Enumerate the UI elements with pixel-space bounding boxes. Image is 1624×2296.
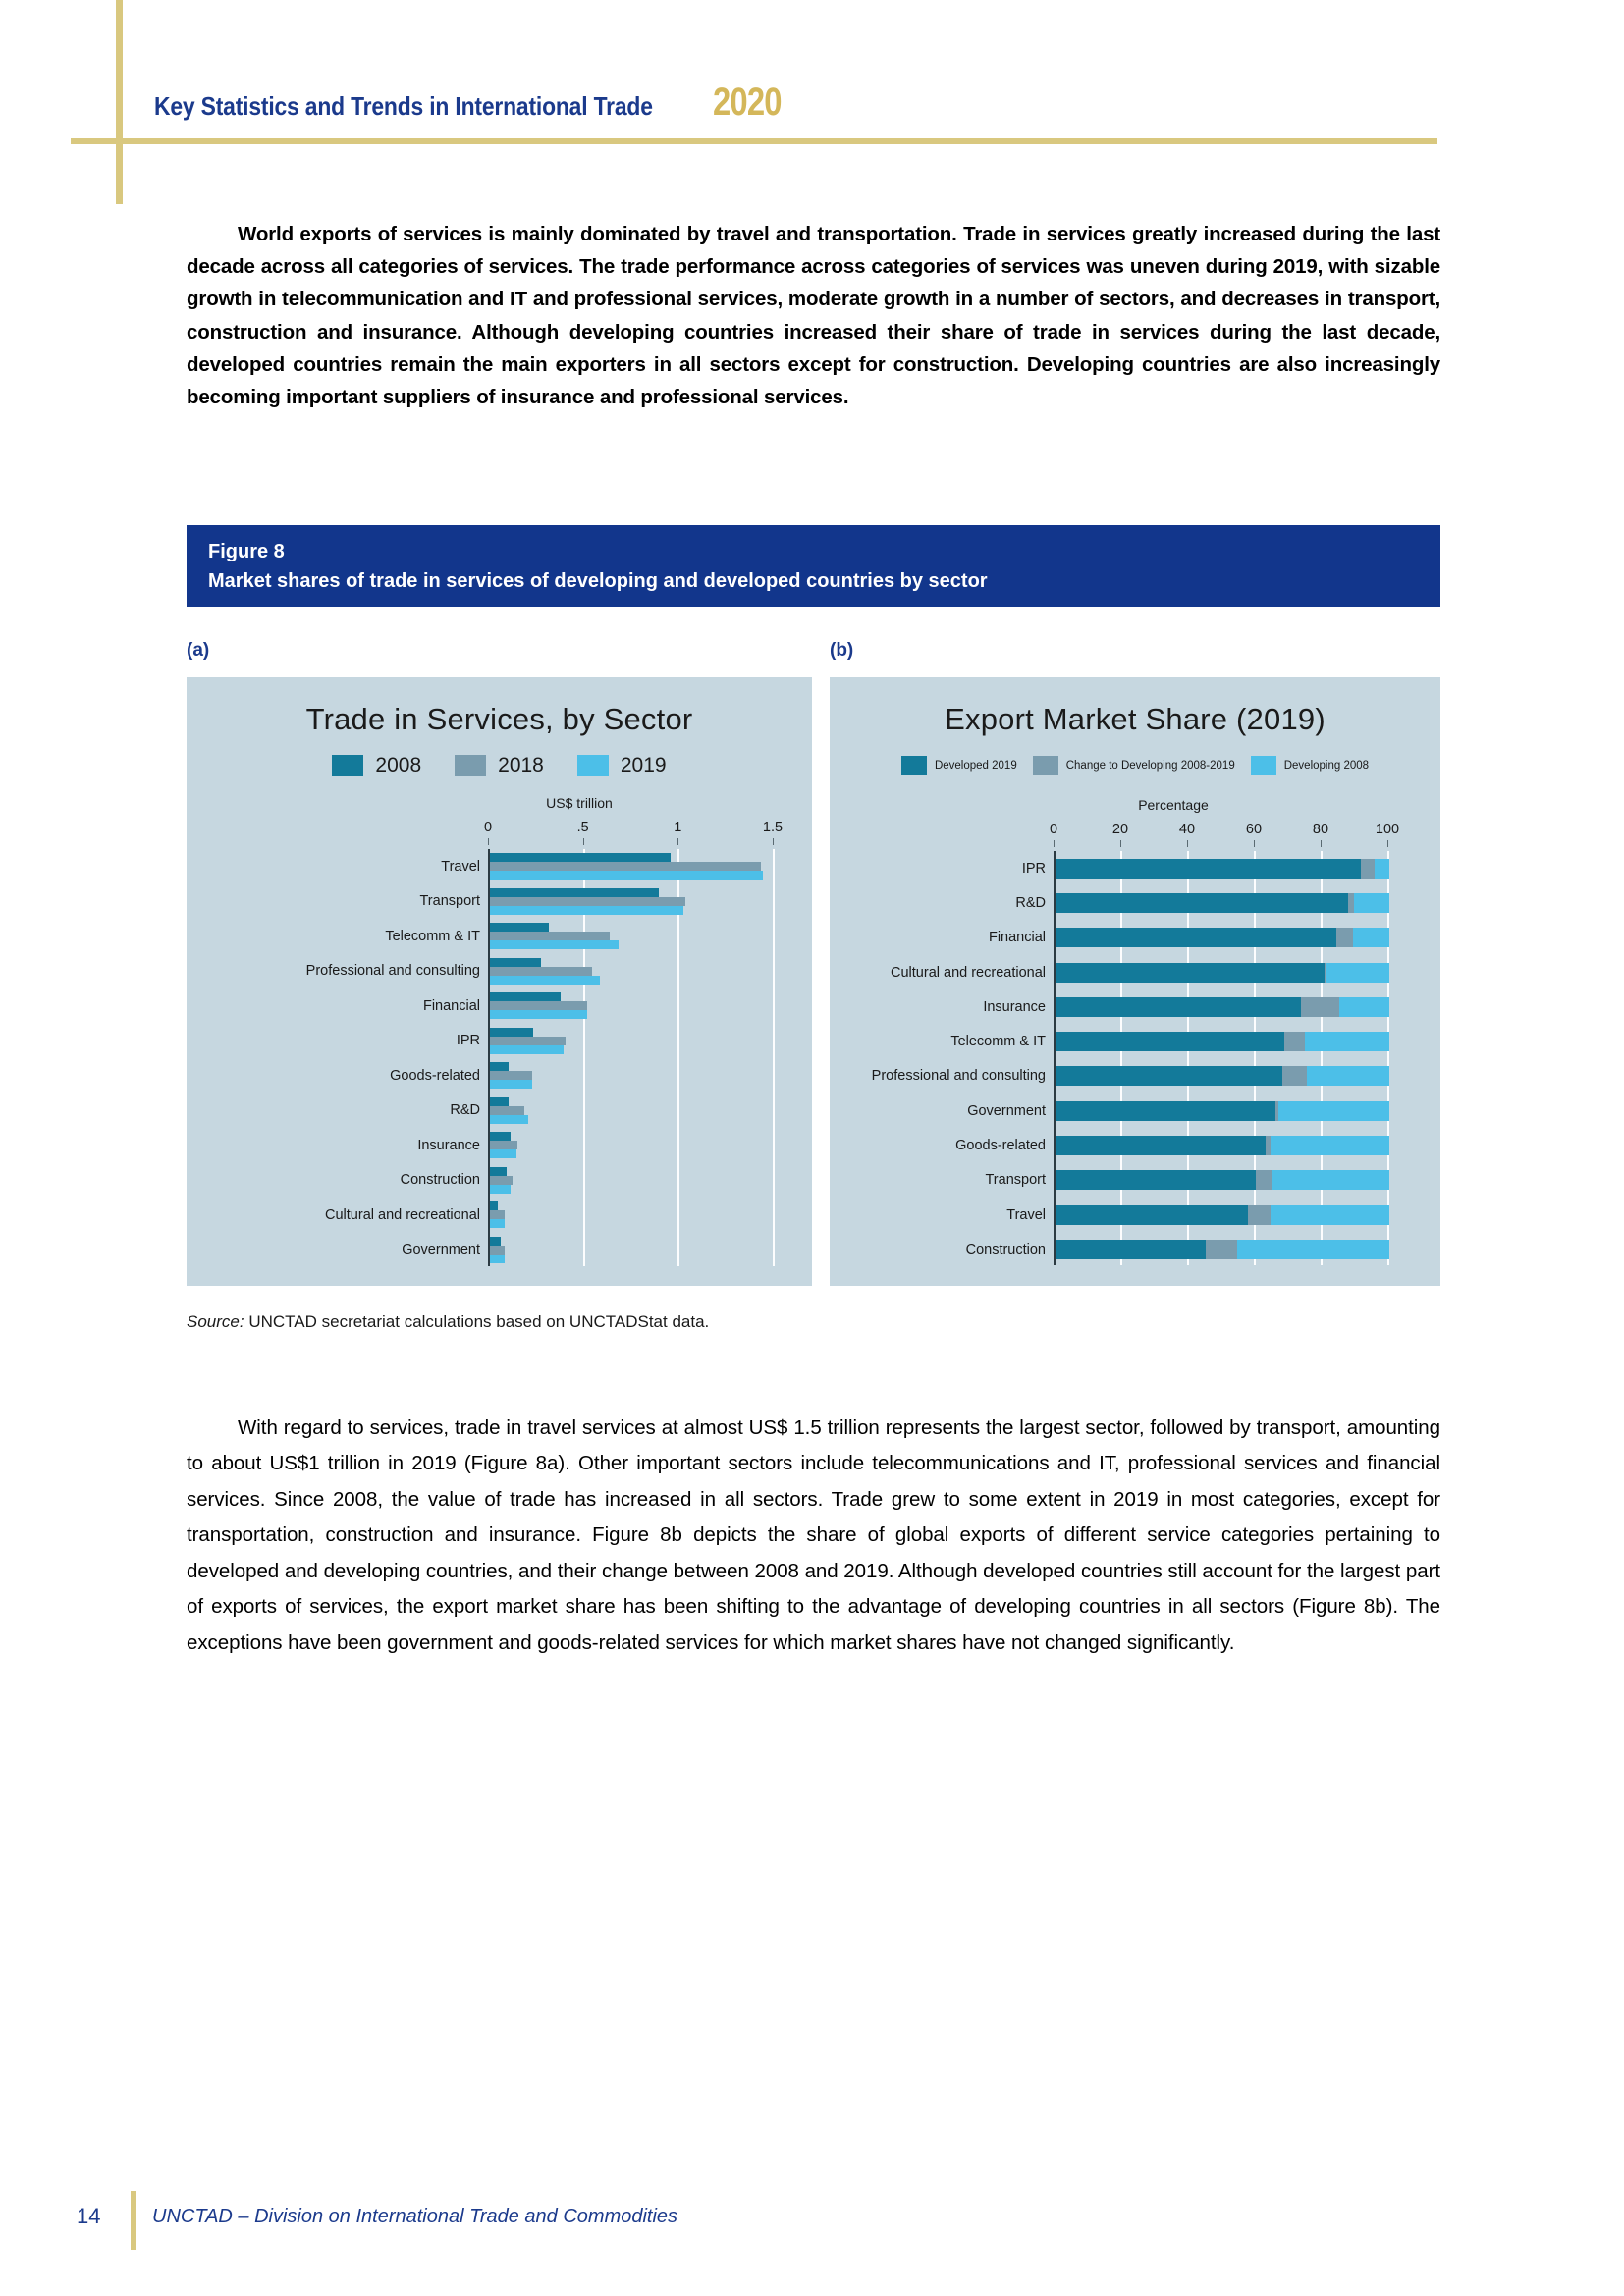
chart-b-legend [830, 756, 1440, 775]
bar-segment [490, 1080, 532, 1089]
chart-row [830, 955, 1423, 989]
chart-a-title: Trade in Services, by Sector [305, 702, 693, 736]
bar-segment [490, 897, 685, 906]
x-tick-mark [1187, 840, 1188, 847]
bar-segment [1282, 1066, 1308, 1086]
x-tick-label: 0 [1049, 822, 1058, 837]
bar-segment [490, 1062, 509, 1071]
legend-label: Developing 2008 [1283, 760, 1370, 772]
x-tick-label: .5 [576, 820, 589, 835]
category-label: R&D [1015, 894, 1046, 911]
bar-segment [490, 923, 549, 932]
x-axis-ticks [830, 822, 1423, 845]
panel-a-label: (a) [187, 640, 210, 661]
category-label: Government [402, 1242, 480, 1258]
category-label: Goods-related [955, 1138, 1046, 1154]
category-label: Insurance [983, 998, 1046, 1015]
category-label: IPR [456, 1033, 480, 1049]
bar-segment [1256, 1170, 1272, 1190]
chart-row [187, 1024, 794, 1059]
category-label: Travel [441, 858, 480, 875]
bar-segment [1056, 1240, 1206, 1259]
bar-segment [490, 1210, 505, 1219]
category-label: Construction [965, 1241, 1046, 1257]
bar-segment [1056, 928, 1336, 947]
bar-segment [490, 1132, 511, 1141]
bar-segment [1301, 997, 1339, 1017]
x-tick-mark [1254, 840, 1255, 847]
chart-a-axis-caption: US$ trillion [546, 795, 613, 811]
bar-segment [490, 992, 561, 1001]
header-title: Key Statistics and Trends in International Trade [154, 91, 653, 121]
footer-text: UNCTAD – Division on International Trade and Commodities [152, 2206, 678, 2227]
header-year: 2020 [713, 80, 782, 124]
chart-row [187, 1233, 794, 1268]
page-number: 14 [77, 2204, 101, 2228]
category-label: Professional and consulting [305, 963, 480, 980]
category-label: Cultural and recreational [891, 964, 1046, 981]
bar-segment [1354, 893, 1389, 913]
bar-segment [490, 906, 683, 915]
bar-segment [490, 1201, 498, 1210]
bar-segment [1339, 997, 1389, 1017]
intro-paragraph-text: World exports of services is mainly dominated by travel and transportation. Trade in services greatly increased during the last decade across all categories of services. The trade performance across categories of services was uneven during 2019, with sizable growth in telecommunication and IT and professional services, moderate growth in a number of sectors, and decreases in transport, construction and insurance. Although developing countries increased their share of trade in services during the last decade, developed countries remain the main exporters in all sectors except for construction. Developing countries are also increasingly becoming important suppliers of insurance and professional services. [187, 223, 1440, 409]
body-paragraph-text: With regard to services, trade in travel services at almost US$ 1.5 trillion represents the largest sector, followed by transport, amounting to about US$1 trillion in 2019 (Figure 8a). Other important sectors include telecommunications and IT, professional services and financial services. Since 2008, the value of trade has increased in all sectors. Trade grew to some extent in 2019 in most categories, except for transportation, construction and insurance. Figure 8b depicts the share of global exports of different service categories pertaining to developed and developing countries, and their change between 2008 and 2019. Although developed countries still account for the largest part of exports of services, the export market share has been shifting to the advantage of developing countries in all sectors (Figure 8b). The exceptions have been government and goods-related services for which market shares have not changed significantly. [187, 1416, 1440, 1654]
bar-segment [1056, 1170, 1256, 1190]
legend-swatch-icon [1251, 756, 1276, 775]
x-tick-label: 80 [1312, 822, 1329, 837]
x-tick-mark [677, 838, 678, 845]
legend-label: Developed 2019 [934, 760, 1017, 772]
x-tick-label: 1.5 [762, 820, 784, 835]
category-label: Professional and consulting [871, 1068, 1046, 1085]
figure-title: Market shares of trade in services of developing and developed countries by sector [208, 570, 988, 592]
bar-segment [490, 1010, 587, 1019]
category-label: IPR [1021, 860, 1046, 877]
legend-swatch-icon [332, 755, 363, 776]
bar-segment [1248, 1205, 1271, 1225]
bar-segment [1056, 1205, 1248, 1225]
bar-segment [490, 853, 671, 862]
source-text: UNCTAD secretariat calculations based on UNCTADStat data. [244, 1312, 710, 1331]
document-header [154, 80, 796, 125]
legend-item [1251, 756, 1369, 775]
category-label: Travel [1006, 1206, 1046, 1223]
bar-segment [490, 862, 761, 871]
chart-row [830, 1163, 1423, 1198]
gold-vertical-rule [116, 0, 123, 204]
bar-segment [1056, 893, 1348, 913]
panel-b-label: (b) [830, 640, 854, 661]
bar-segment [490, 1106, 524, 1115]
chart-row [830, 1198, 1423, 1232]
chart-row [830, 885, 1423, 920]
category-label: Construction [400, 1172, 480, 1189]
bar-segment [490, 1185, 511, 1194]
chart-panel-a [187, 677, 812, 1286]
chart-a-legend [187, 754, 812, 777]
bar-segment [490, 1028, 533, 1037]
chart-a-plot [187, 820, 794, 1266]
bar-segment [490, 1219, 505, 1228]
category-label: Telecomm & IT [385, 928, 480, 944]
x-tick-mark [1054, 840, 1055, 847]
x-tick-mark [1387, 840, 1388, 847]
bar-segment [490, 1255, 505, 1263]
figure-banner [187, 525, 1440, 607]
chart-row [830, 1128, 1423, 1162]
chart-row [187, 1094, 794, 1129]
bar-segment [1056, 1101, 1275, 1121]
x-tick-mark [583, 838, 584, 845]
bar-segment [490, 871, 763, 880]
x-tick-label: 1 [674, 820, 682, 835]
bar-segment [490, 1237, 501, 1246]
x-axis-ticks [187, 820, 794, 843]
bar-segment [1272, 1170, 1389, 1190]
bar-segment [1375, 859, 1389, 879]
chart-row [187, 1198, 794, 1233]
legend-item [901, 756, 1017, 775]
legend-item [577, 754, 667, 777]
bar-segment [1284, 1032, 1305, 1051]
legend-swatch-icon [1033, 756, 1058, 775]
x-tick-mark [773, 838, 774, 845]
bar-segment [490, 1045, 564, 1054]
bar-segment [490, 940, 619, 949]
bar-segment [490, 1176, 513, 1185]
bar-segment [1326, 963, 1389, 983]
bar-segment [490, 976, 600, 985]
chart-row [187, 919, 794, 954]
x-tick-label: 20 [1111, 822, 1129, 837]
bar-segment [490, 967, 592, 976]
chart-row [830, 851, 1423, 885]
chart-row [187, 1163, 794, 1199]
chart-row [187, 849, 794, 884]
x-tick-mark [1321, 840, 1322, 847]
category-label: Government [967, 1102, 1046, 1119]
bar-segment [490, 958, 541, 967]
bar-segment [1271, 1205, 1389, 1225]
chart-b-title: Export Market Share (2019) [945, 702, 1326, 736]
bars-area [187, 849, 794, 1266]
bar-segment [1336, 928, 1353, 947]
category-label: Financial [422, 997, 480, 1014]
category-label: Transport [985, 1172, 1046, 1189]
x-tick-label: 0 [483, 820, 493, 835]
chart-b-plot [830, 822, 1423, 1265]
bar-segment [1056, 963, 1325, 983]
category-label: Transport [419, 893, 480, 910]
gold-horizontal-rule [71, 138, 1437, 144]
category-label: Telecomm & IT [950, 1034, 1046, 1050]
bar-segment [490, 1037, 566, 1045]
bar-segment [1278, 1101, 1389, 1121]
x-tick-mark [1120, 840, 1121, 847]
category-label: Cultural and recreational [325, 1206, 480, 1223]
intro-paragraph [187, 218, 1440, 413]
bar-segment [490, 1001, 587, 1010]
bar-segment [1353, 928, 1389, 947]
bar-segment [490, 1167, 507, 1176]
chart-row [830, 1232, 1423, 1266]
bar-segment [1056, 859, 1361, 879]
chart-row [187, 1058, 794, 1094]
chart-row [830, 921, 1423, 955]
bar-segment [490, 932, 610, 940]
bar-segment [490, 1141, 517, 1149]
bar-segment [1305, 1032, 1389, 1051]
bar-segment [1056, 1136, 1266, 1155]
bar-segment [1056, 1032, 1284, 1051]
x-tick-label: 60 [1245, 822, 1263, 837]
bar-segment [490, 1246, 505, 1255]
chart-row [187, 954, 794, 989]
chart-row [187, 884, 794, 920]
figure-source [187, 1312, 709, 1332]
bar-segment [1206, 1240, 1237, 1259]
bars-area [830, 851, 1423, 1265]
chart-panel-b [830, 677, 1440, 1286]
bar-segment [1307, 1066, 1389, 1086]
legend-swatch-icon [577, 755, 609, 776]
category-label: Goods-related [390, 1067, 480, 1084]
figure-number: Figure 8 [208, 541, 285, 562]
bar-segment [1056, 1066, 1282, 1086]
bar-segment [490, 1115, 528, 1124]
legend-item [332, 754, 421, 777]
bar-segment [490, 1149, 516, 1158]
bar-segment [1237, 1240, 1389, 1259]
x-tick-label: 100 [1375, 822, 1400, 837]
legend-label: 2018 [498, 754, 544, 776]
bar-segment [490, 1097, 509, 1106]
bar-segment [1361, 859, 1375, 879]
bar-segment [1056, 997, 1301, 1017]
chart-row [830, 1025, 1423, 1059]
body-paragraph [187, 1411, 1440, 1661]
source-prefix: Source: [187, 1312, 244, 1331]
chart-row [830, 1094, 1423, 1128]
legend-swatch-icon [901, 756, 927, 775]
category-label: Insurance [417, 1137, 480, 1153]
chart-row [830, 989, 1423, 1024]
legend-label: Change to Developing 2008-2019 [1065, 760, 1235, 772]
legend-item [1033, 756, 1235, 775]
chart-row [187, 1128, 794, 1163]
category-label: Financial [988, 930, 1046, 946]
bar-segment [490, 1071, 532, 1080]
legend-item [455, 754, 544, 777]
bar-segment [1271, 1136, 1389, 1155]
legend-swatch-icon [455, 755, 486, 776]
category-label: R&D [450, 1102, 480, 1119]
chart-row [830, 1059, 1423, 1094]
footer-gold-rule [131, 2191, 136, 2250]
chart-b-axis-caption: Percentage [1138, 797, 1209, 813]
x-tick-label: 40 [1178, 822, 1196, 837]
legend-label: 2008 [375, 754, 422, 776]
bar-segment [490, 888, 659, 897]
legend-label: 2019 [620, 754, 667, 776]
chart-row [187, 988, 794, 1024]
x-tick-mark [488, 838, 489, 845]
